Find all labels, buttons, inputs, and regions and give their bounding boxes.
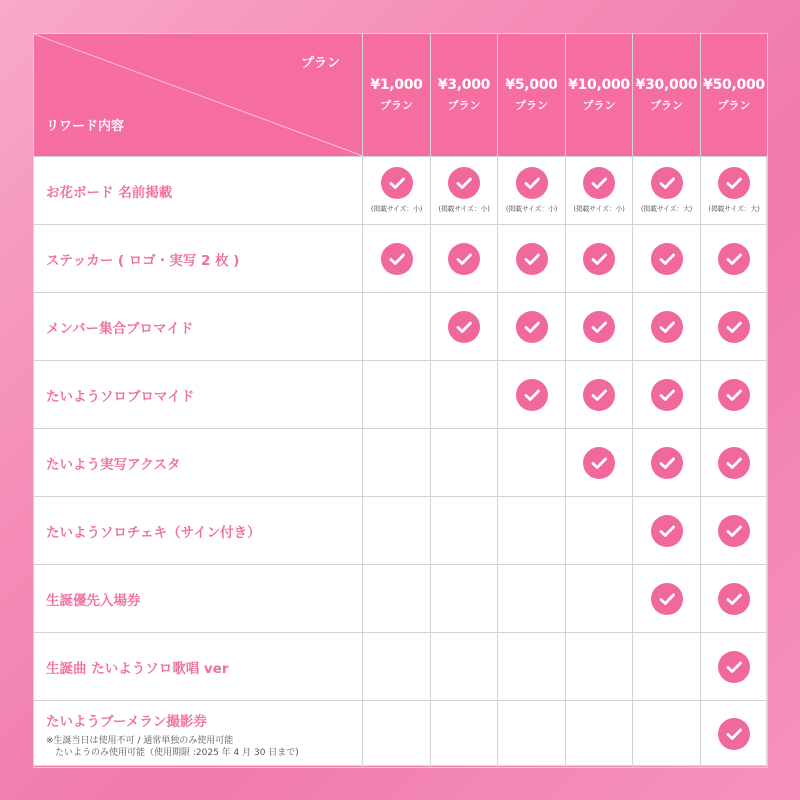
- size-note: (掲載サイズ：小): [573, 205, 625, 213]
- check-circle-icon: [718, 167, 750, 199]
- plan-header-3000: [431, 34, 498, 157]
- plan-cell: [498, 361, 566, 429]
- reward-label-text: メンバー集合ブロマイド: [46, 320, 194, 337]
- check-circle-icon: [448, 311, 480, 343]
- reward-row: [34, 157, 768, 225]
- reward-label-text: たいようソロチェキ（サイン付き）: [46, 524, 261, 541]
- usage-note-line-1: ※生誕当日は使用不可 / 通常単独のみ使用可能: [46, 735, 234, 746]
- plan-price: ¥10,000: [568, 77, 630, 93]
- plan-cell: [566, 293, 633, 361]
- plan-cell: [431, 225, 498, 293]
- plan-unit: プラン: [717, 99, 751, 112]
- plan-cell: [431, 157, 498, 225]
- reward-label: [34, 701, 363, 768]
- plan-cell: [431, 701, 498, 768]
- check-circle-icon: [718, 243, 750, 275]
- plan-cell: [701, 701, 768, 768]
- usage-note: [46, 735, 362, 759]
- plan-cell: [633, 225, 701, 293]
- check-circle-icon: [381, 167, 413, 199]
- reward-plan-table: [33, 33, 768, 768]
- plan-cell: [498, 157, 566, 225]
- reward-row: [34, 497, 768, 565]
- plan-cell: [363, 701, 431, 768]
- plan-header-30000: [633, 34, 701, 157]
- check-circle-icon: [583, 167, 615, 199]
- plan-cell: [498, 429, 566, 497]
- check-circle-icon: [448, 167, 480, 199]
- plan-cell: [701, 497, 768, 565]
- check-circle-icon: [516, 167, 548, 199]
- plan-cell: [566, 429, 633, 497]
- plan-cell: [363, 565, 431, 633]
- reward-label: [34, 293, 363, 361]
- check-circle-icon: [651, 243, 683, 275]
- check-circle-icon: [651, 447, 683, 479]
- plan-cell: [633, 497, 701, 565]
- plan-cell: [633, 361, 701, 429]
- reward-label: [34, 565, 363, 633]
- plan-cell: [633, 701, 701, 768]
- plan-cell: [566, 157, 633, 225]
- check-circle-icon: [651, 379, 683, 411]
- plan-cell: [498, 701, 566, 768]
- check-circle-icon: [651, 311, 683, 343]
- plan-cell: [363, 633, 431, 701]
- reward-label-text: 生誕優先入場券: [46, 592, 141, 609]
- check-circle-icon: [583, 379, 615, 411]
- reward-row: [34, 701, 768, 768]
- reward-label: [34, 225, 363, 293]
- plan-cell: [431, 429, 498, 497]
- plan-cell: [633, 633, 701, 701]
- check-circle-icon: [651, 167, 683, 199]
- plan-price: ¥1,000: [370, 77, 423, 93]
- check-circle-icon: [583, 311, 615, 343]
- plan-cell: [431, 361, 498, 429]
- plan-header-50000: [701, 34, 768, 157]
- plan-price: ¥5,000: [505, 77, 558, 93]
- check-circle-icon: [516, 311, 548, 343]
- plan-unit: プラン: [582, 99, 616, 112]
- plan-cell: [498, 293, 566, 361]
- plan-cell: [431, 293, 498, 361]
- check-circle-icon: [516, 379, 548, 411]
- reward-row: [34, 361, 768, 429]
- reward-row: [34, 429, 768, 497]
- plan-unit: プラン: [515, 99, 548, 112]
- plan-cell: [363, 225, 431, 293]
- check-circle-icon: [718, 515, 750, 547]
- plan-cell: [431, 565, 498, 633]
- header-row: [34, 34, 768, 157]
- plan-cell: [566, 225, 633, 293]
- plan-cell: [431, 633, 498, 701]
- reward-label-text: お花ボード 名前掲載: [46, 184, 173, 201]
- plan-header-10000: [566, 34, 633, 157]
- reward-table-frame: [33, 33, 767, 766]
- plan-header-5000: [498, 34, 566, 157]
- plan-cell: [566, 497, 633, 565]
- reward-label-text: たいようブーメラン撮影券: [46, 713, 207, 730]
- plan-cell: [701, 429, 768, 497]
- plan-cell: [633, 157, 701, 225]
- plan-price: ¥3,000: [437, 77, 491, 93]
- reward-row: [34, 633, 768, 701]
- reward-row: [34, 565, 768, 633]
- plan-price: ¥30,000: [635, 77, 698, 93]
- plan-cell: [363, 293, 431, 361]
- check-circle-icon: [516, 243, 548, 275]
- plan-cell: [363, 497, 431, 565]
- plan-unit: プラン: [447, 99, 481, 112]
- plan-cell: [363, 429, 431, 497]
- plan-cell: [498, 225, 566, 293]
- reward-label-text: たいよう実写アクスタ: [46, 456, 181, 473]
- reward-label: [34, 429, 363, 497]
- plan-cell: [633, 565, 701, 633]
- check-circle-icon: [651, 583, 683, 615]
- check-circle-icon: [583, 447, 615, 479]
- reward-label-text: たいようソロブロマイド: [46, 388, 195, 405]
- check-circle-icon: [718, 583, 750, 615]
- reward-label: [34, 361, 363, 429]
- plan-price: ¥50,000: [703, 77, 765, 93]
- plan-cell: [633, 429, 701, 497]
- check-circle-icon: [448, 243, 480, 275]
- plan-cell: [498, 497, 566, 565]
- size-note: (掲載サイズ：小): [505, 205, 558, 213]
- check-circle-icon: [718, 447, 750, 479]
- reward-label-text: ステッカー ( ロゴ・実写 2 枚 ): [46, 252, 240, 269]
- plan-cell: [566, 701, 633, 768]
- plan-cell: [566, 361, 633, 429]
- reward-row: [34, 225, 768, 293]
- plan-cell: [498, 633, 566, 701]
- check-circle-icon: [718, 311, 750, 343]
- size-note: (掲載サイズ：大): [708, 205, 760, 213]
- reward-label: [34, 633, 363, 701]
- size-note: (掲載サイズ：小): [370, 205, 423, 213]
- plan-unit: プラン: [380, 99, 413, 112]
- check-circle-icon: [583, 243, 615, 275]
- plan-cell: [701, 565, 768, 633]
- plan-cell: [363, 157, 431, 225]
- reward-axis-label: リワード内容: [46, 119, 125, 134]
- plan-cell: [566, 633, 633, 701]
- plan-cell: [566, 565, 633, 633]
- reward-label-text: 生誕曲 たいようソロ歌唱 ver: [46, 660, 229, 677]
- check-circle-icon: [381, 243, 413, 275]
- check-circle-icon: [718, 379, 750, 411]
- reward-label: [34, 157, 363, 225]
- check-circle-icon: [651, 515, 683, 547]
- plan-cell: [701, 225, 768, 293]
- plan-axis-label: プラン: [300, 56, 340, 71]
- check-circle-icon: [718, 718, 750, 750]
- plan-unit: プラン: [650, 99, 683, 112]
- plan-cell: [633, 293, 701, 361]
- size-note: (掲載サイズ：大): [640, 205, 693, 213]
- plan-cell: [701, 361, 768, 429]
- reward-row: [34, 293, 768, 361]
- reward-label: [34, 497, 363, 565]
- plan-cell: [498, 565, 566, 633]
- plan-cell: [431, 497, 498, 565]
- plan-cell: [701, 157, 768, 225]
- size-note: (掲載サイズ：小): [438, 205, 490, 213]
- usage-note-line-2: たいようのみ使用可能（使用期限 :2025 年 4 月 30 日まで): [46, 747, 299, 758]
- plan-cell: [363, 361, 431, 429]
- check-circle-icon: [718, 651, 750, 683]
- plan-cell: [701, 633, 768, 701]
- plan-cell: [701, 293, 768, 361]
- plan-header-1000: [363, 34, 431, 157]
- corner-header: [34, 34, 363, 157]
